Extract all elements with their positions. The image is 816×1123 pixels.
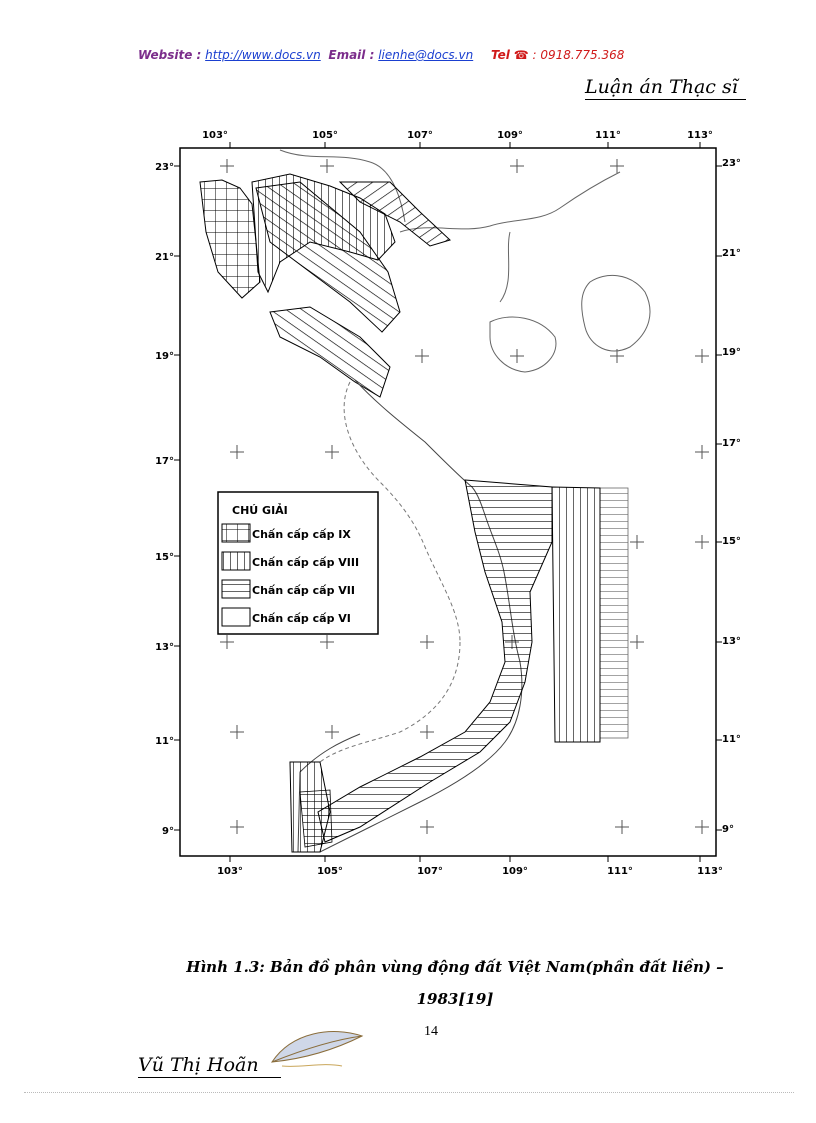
lat-right-label: 17° <box>722 438 741 449</box>
figure-caption-line1: Hình 1.3: Bản đồ phân vùng động đất Việt Nam(phần đất liền) – <box>186 958 724 976</box>
website-label: Website : <box>138 48 202 62</box>
legend-swatch-empty <box>222 608 250 626</box>
legend-item-label: Chấn cấp cấp IX <box>252 528 351 541</box>
email-label: Email : <box>328 48 375 62</box>
lon-labels-bottom <box>217 866 723 877</box>
legend-swatch-vertical <box>222 552 250 570</box>
lat-left-label: 15° <box>155 552 174 563</box>
email-link[interactable]: lienhe@docs.vn <box>378 48 474 62</box>
lat-left-label: 17° <box>155 456 174 467</box>
lon-top-label: 107° <box>407 130 433 141</box>
lat-right-label: 13° <box>722 636 741 647</box>
lat-right-label: 11° <box>722 734 741 745</box>
figure-caption-line2: 1983[19] <box>416 990 494 1008</box>
map-legend <box>218 492 378 634</box>
author-name: Vũ Thị Hoãn <box>138 1054 281 1078</box>
zone-viii-offshore <box>552 487 600 742</box>
lon-bottom-label: 107° <box>417 866 443 877</box>
legend-title: CHÚ GIẢI <box>232 504 288 517</box>
zone-ix-northwest <box>200 180 260 298</box>
lon-top-label: 103° <box>202 130 228 141</box>
page-number: 14 <box>424 1024 438 1039</box>
lon-labels-top <box>202 130 713 141</box>
lat-left-label: 21° <box>155 252 174 263</box>
lon-bottom-label: 113° <box>697 866 723 877</box>
lat-right-label: 19° <box>722 347 741 358</box>
lon-top-label: 105° <box>312 130 338 141</box>
legend-item-label: Chấn cấp cấp VII <box>252 584 355 597</box>
legend-swatch-horizontal <box>222 580 250 598</box>
lon-bottom-label: 109° <box>502 866 528 877</box>
hainan-outline <box>490 317 556 372</box>
lat-right-label: 23° <box>722 158 741 169</box>
tel-value: : 0918.775.368 <box>532 48 625 62</box>
seismic-zoning-map <box>155 122 750 882</box>
cambodia-border <box>320 642 460 762</box>
lon-bottom-label: 105° <box>317 866 343 877</box>
site-header <box>138 48 624 62</box>
website-link[interactable]: http://www.docs.vn <box>205 48 321 62</box>
lat-left-label: 13° <box>155 642 174 653</box>
lon-top-label: 111° <box>595 130 621 141</box>
lon-bottom-label: 103° <box>217 866 243 877</box>
lat-left-label: 11° <box>155 736 174 747</box>
legend-item-label: Chấn cấp cấp VI <box>252 612 351 625</box>
legend-item-label: Chấn cấp cấp VIII <box>252 556 360 569</box>
phone-icon: ☎ <box>513 48 529 62</box>
lat-right-label: 21° <box>722 248 741 259</box>
lon-bottom-label: 111° <box>607 866 633 877</box>
tel-label: Tel <box>491 48 510 62</box>
lat-left-label: 9° <box>162 826 174 837</box>
footer-divider <box>24 1092 794 1093</box>
zone-vii-mekong <box>300 790 332 847</box>
lat-left-label: 19° <box>155 351 174 362</box>
lon-top-label: 109° <box>497 130 523 141</box>
lat-labels-left <box>155 162 174 837</box>
lat-right-label: 9° <box>722 824 734 835</box>
zone-vi-offshore <box>600 488 628 738</box>
thesis-label: Luận án Thạc sĩ <box>585 76 746 100</box>
legend-swatch-grid <box>222 524 250 542</box>
lon-top-label: 113° <box>687 130 713 141</box>
lat-labels-right <box>722 158 741 835</box>
map-svg <box>155 122 750 882</box>
lat-right-label: 15° <box>722 536 741 547</box>
lat-left-label: 23° <box>155 162 174 173</box>
